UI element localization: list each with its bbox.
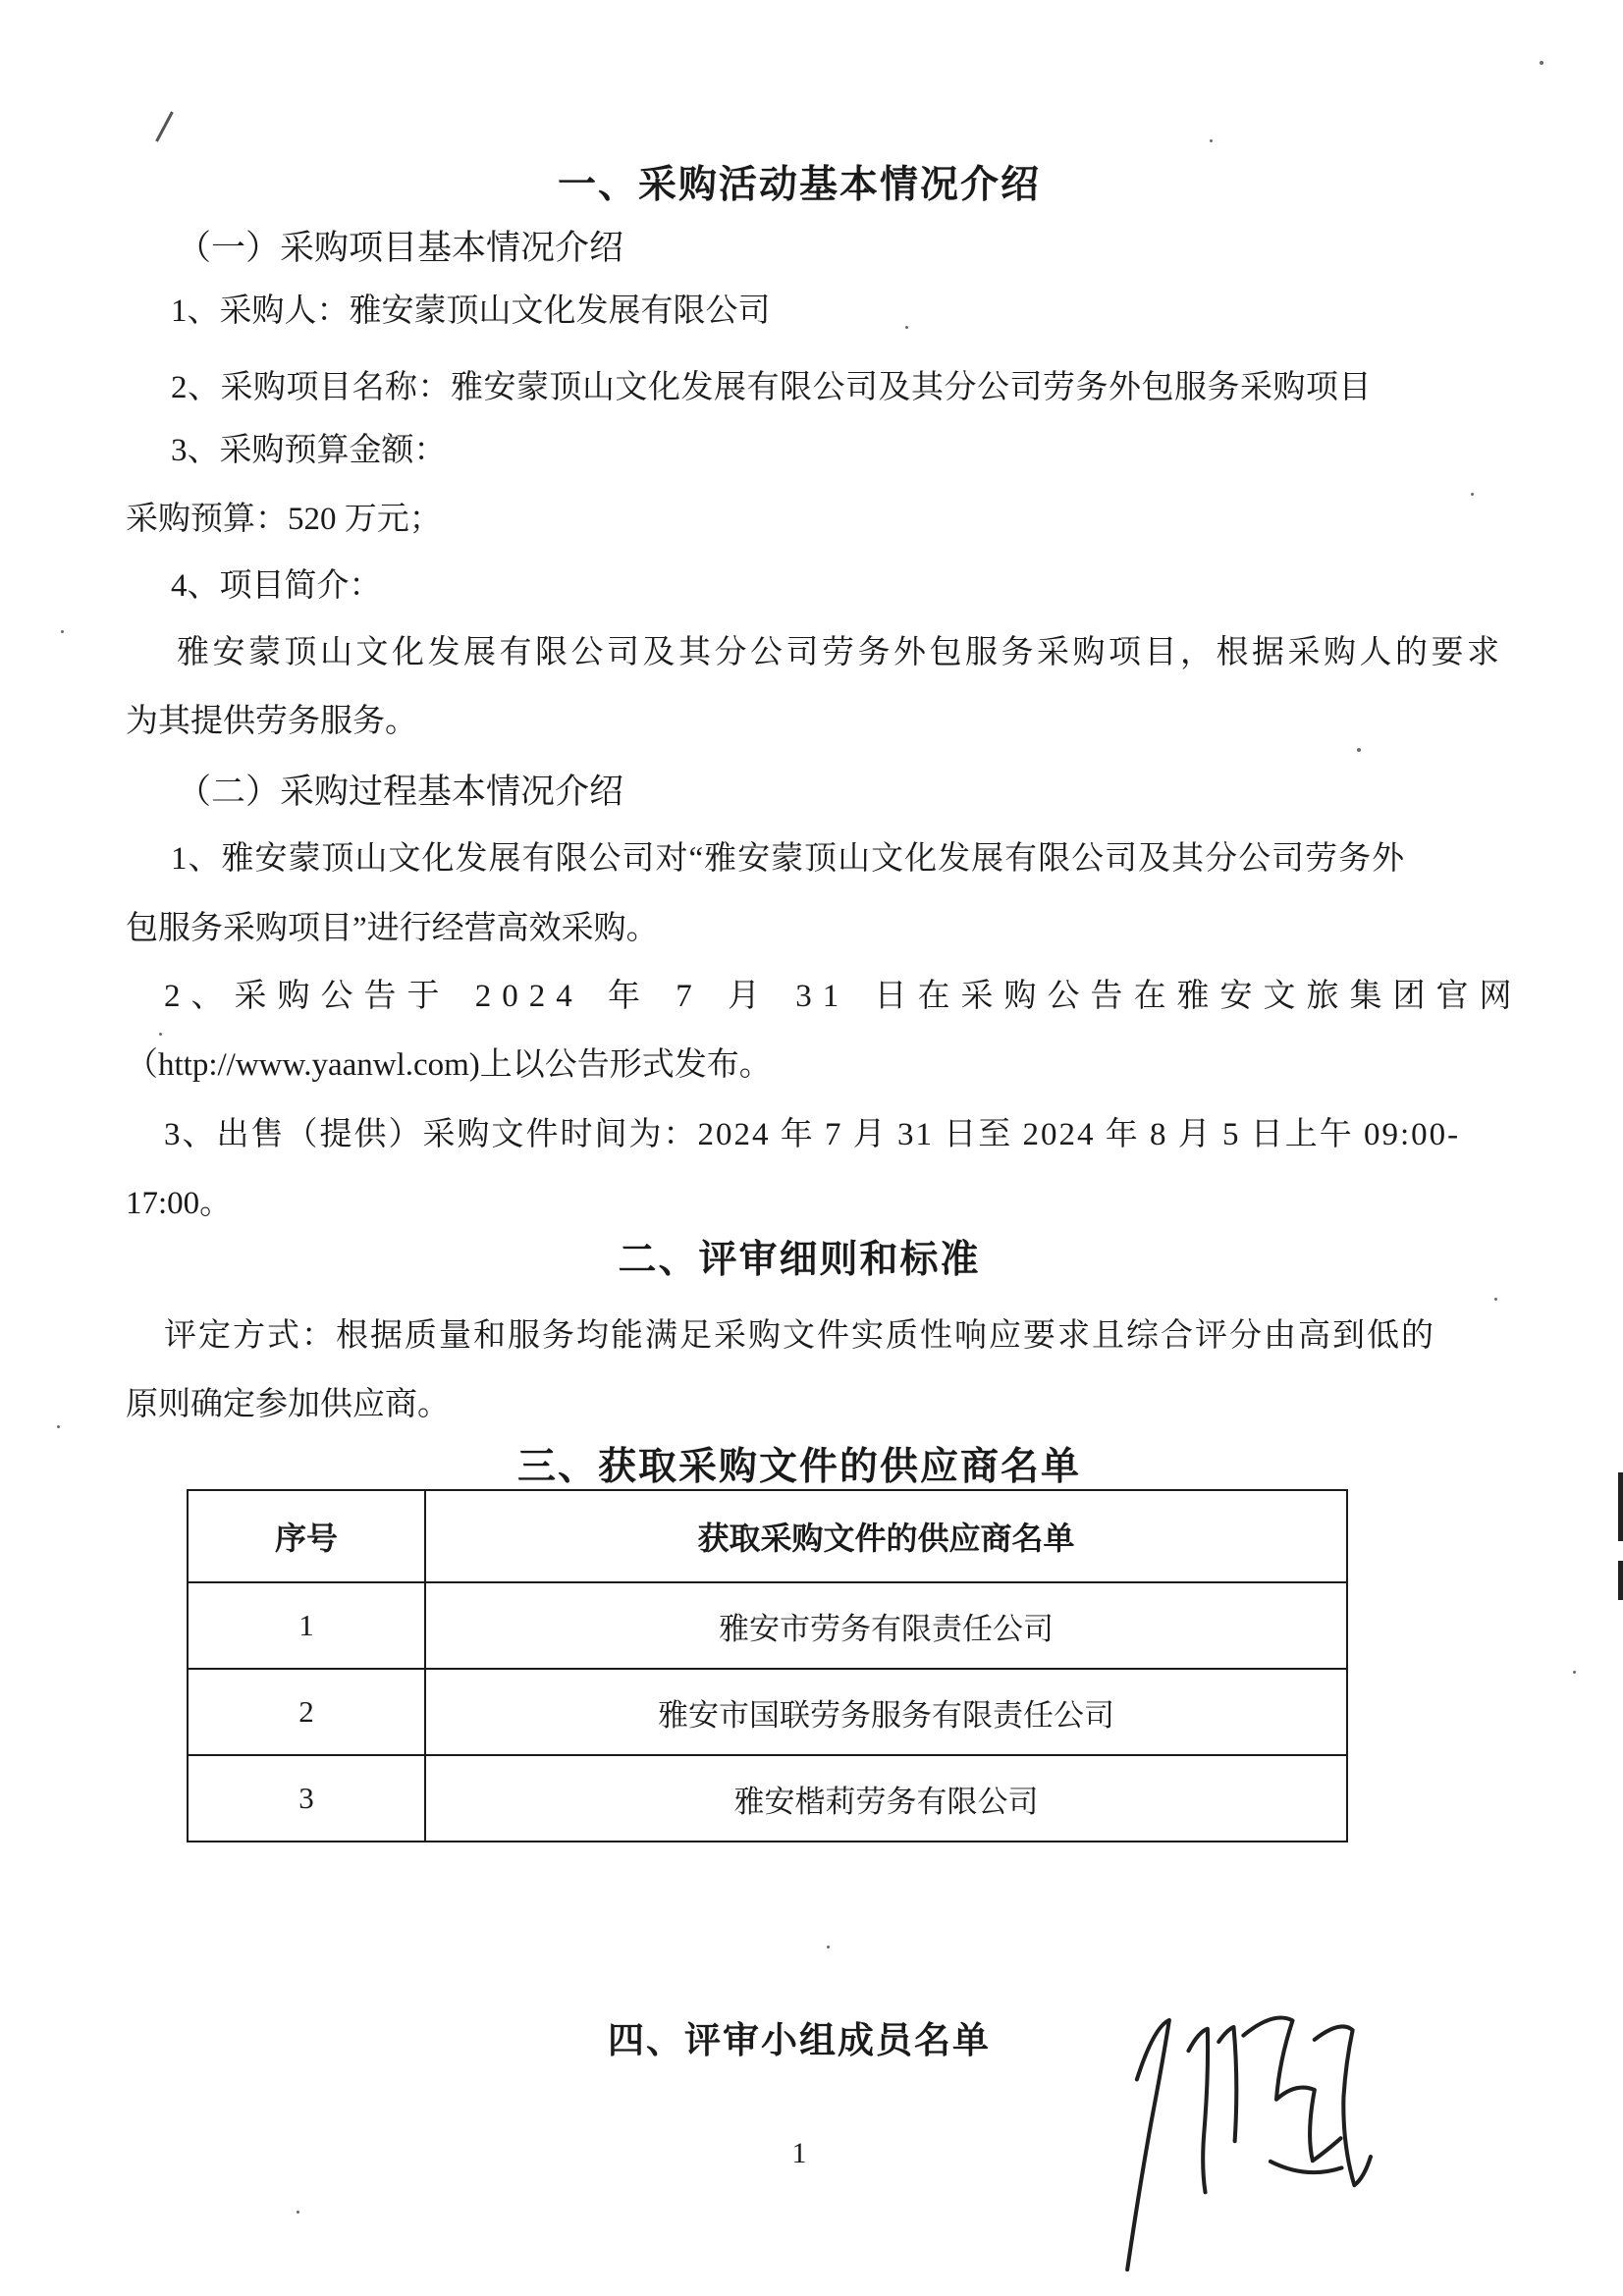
scan-scratch-mark: [155, 111, 174, 141]
scan-speck: [827, 1946, 830, 1949]
scan-speck: [61, 630, 64, 633]
supplier-table: [187, 1489, 1348, 1842]
process-item1-line-2: 包服务采购项目”进行经营高效采购。: [126, 911, 659, 946]
document-sale-line-1: 3、出售（提供）采购文件时间为：2024 年 7 月 31 日至 2024 年 8 月 5 日上午 09:00-: [164, 1117, 1461, 1152]
supplier-row3-name: 雅安楷莉劳务有限公司: [425, 1755, 1347, 1842]
supplier-row1-name: 雅安市劳务有限责任公司: [425, 1582, 1347, 1669]
scan-edge-mark: [1618, 1561, 1623, 1600]
supplier-table-header-no: 序号: [188, 1490, 425, 1582]
scan-speck: [57, 1425, 60, 1428]
scan-speck: [1540, 61, 1543, 65]
announcement-line-1: 2、采购公告于 2024 年 7 月 31 日在采购公告在雅安文旅集团官网: [164, 979, 1523, 1014]
handwritten-signature: [1088, 1983, 1392, 2287]
section3-heading: 三、获取采购文件的供应商名单: [516, 1446, 1081, 1488]
scan-speck: [1494, 1298, 1497, 1301]
process-item1-line-1: 1、雅安蒙顶山文化发展有限公司对“雅安蒙顶山文化发展有限公司及其分公司劳务外: [171, 841, 1406, 877]
project-brief-line-1: 雅安蒙顶山文化发展有限公司及其分公司劳务外包服务采购项目，根据采购人的要求: [177, 635, 1503, 670]
scan-speck: [1471, 493, 1474, 496]
supplier-row3-no: 3: [188, 1755, 425, 1842]
project-name-line: 2、采购项目名称：雅安蒙顶山文化发展有限公司及其分公司劳务外包服务采购项目: [171, 370, 1372, 405]
announcement-line-2: （http://www.yaanwl.com)上以公告形式发布。: [126, 1047, 772, 1083]
scan-speck: [905, 326, 908, 329]
page-number: 1: [791, 2137, 807, 2169]
scan-speck: [159, 1033, 162, 1036]
scan-speck: [1210, 139, 1213, 142]
table-row: [188, 1669, 1347, 1755]
supplier-row2-no: 2: [188, 1669, 425, 1755]
scan-speck: [297, 2211, 299, 2214]
evaluation-method-line-2: 原则确定参加供应商。: [126, 1387, 450, 1422]
supplier-row2-name: 雅安市国联劳务服务有限责任公司: [425, 1669, 1347, 1755]
section4-heading: 四、评审小组成员名单: [608, 2021, 991, 2061]
budget-label-line: 3、采购预算金额：: [171, 433, 447, 468]
project-brief-line-2: 为其提供劳务服务。: [126, 704, 417, 739]
document-sale-line-2: 17:00。: [126, 1186, 233, 1221]
budget-amount-line: 采购预算：520 万元；: [126, 502, 442, 537]
evaluation-method-line-1: 评定方式：根据质量和服务均能满足采购文件实质性响应要求且综合评分由高到低的: [164, 1318, 1435, 1354]
scan-edge-mark: [1618, 1472, 1623, 1541]
supplier-row1-no: 1: [188, 1582, 425, 1669]
scan-speck: [1573, 1671, 1576, 1674]
table-row: [188, 1582, 1347, 1669]
supplier-table-header-name: 获取采购文件的供应商名单: [425, 1490, 1347, 1582]
table-row: [188, 1755, 1347, 1842]
purchaser-line: 1、采购人：雅安蒙顶山文化发展有限公司: [171, 294, 771, 329]
section1-heading: 一、采购活动基本情况介绍: [557, 164, 1041, 206]
scan-speck: [1357, 748, 1361, 752]
part2-heading: （二）采购过程基本情况介绍: [177, 773, 624, 811]
part1-heading: （一）采购项目基本情况介绍: [177, 229, 624, 267]
supplier-table-header-row: [188, 1490, 1347, 1582]
project-brief-label-line: 4、项目简介：: [171, 568, 382, 604]
section2-heading: 二、评审细则和标准: [618, 1239, 981, 1281]
